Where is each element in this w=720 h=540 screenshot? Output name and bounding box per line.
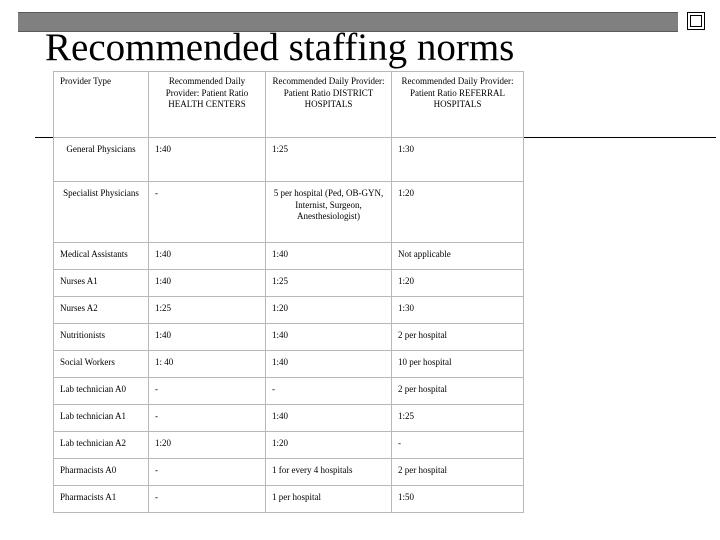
table-row	[54, 243, 524, 270]
table-row	[54, 138, 524, 182]
health-centers-ratio-cell: 1:40	[149, 243, 266, 270]
provider-type-cell: Medical Assistants	[54, 243, 149, 270]
table-header-row	[54, 72, 524, 138]
provider-type-cell: Lab technician A1	[54, 405, 149, 432]
provider-type-cell: Specialist Physicians	[54, 182, 149, 243]
referral-hospitals-ratio-cell: 1:25	[392, 405, 524, 432]
page-title: Recommended staffing norms	[45, 26, 515, 69]
referral-hospitals-ratio-cell: 1:20	[392, 270, 524, 297]
district-hospitals-ratio-cell: 1:25	[266, 138, 392, 182]
referral-hospitals-ratio-cell: 2 per hospital	[392, 378, 524, 405]
referral-hospitals-ratio-cell: 2 per hospital	[392, 324, 524, 351]
referral-hospitals-ratio-cell: 1:30	[392, 297, 524, 324]
column-header-health-centers: Recommended Daily Provider: Patient Ratio HEALTH CENTERS	[149, 72, 266, 138]
health-centers-ratio-cell: -	[149, 405, 266, 432]
health-centers-ratio-cell: 1:40	[149, 138, 266, 182]
referral-hospitals-ratio-cell: Not applicable	[392, 243, 524, 270]
table-row	[54, 378, 524, 405]
provider-type-cell: Lab technician A0	[54, 378, 149, 405]
health-centers-ratio-cell: 1:25	[149, 297, 266, 324]
column-header-referral-hospitals: Recommended Daily Provider: Patient Ratio REFERRAL HOSPITALS	[392, 72, 524, 138]
district-hospitals-ratio-cell: 1:20	[266, 432, 392, 459]
provider-type-cell: Pharmacists A0	[54, 459, 149, 486]
district-hospitals-ratio-cell: 1:40	[266, 405, 392, 432]
district-hospitals-ratio-cell: 1:40	[266, 324, 392, 351]
district-hospitals-ratio-cell: -	[266, 378, 392, 405]
health-centers-ratio-cell: -	[149, 486, 266, 513]
referral-hospitals-ratio-cell: -	[392, 432, 524, 459]
health-centers-ratio-cell: 1:20	[149, 432, 266, 459]
referral-hospitals-ratio-cell: 1:20	[392, 182, 524, 243]
referral-hospitals-ratio-cell: 1:30	[392, 138, 524, 182]
table-row	[54, 459, 524, 486]
table-row	[54, 324, 524, 351]
staffing-norms-table	[53, 71, 524, 513]
district-hospitals-ratio-cell: 1 per hospital	[266, 486, 392, 513]
referral-hospitals-ratio-cell: 1:50	[392, 486, 524, 513]
provider-type-cell: Social Workers	[54, 351, 149, 378]
provider-type-cell: Lab technician A2	[54, 432, 149, 459]
health-centers-ratio-cell: -	[149, 459, 266, 486]
column-header-provider-type: Provider Type	[54, 72, 149, 138]
district-hospitals-ratio-cell: 1:25	[266, 270, 392, 297]
district-hospitals-ratio-cell: 1:20	[266, 297, 392, 324]
provider-type-cell: Pharmacists A1	[54, 486, 149, 513]
health-centers-ratio-cell: -	[149, 378, 266, 405]
district-hospitals-ratio-cell: 5 per hospital (Ped, OB-GYN, Internist, Surgeon, Anesthesiologist)	[266, 182, 392, 243]
table-row	[54, 297, 524, 324]
provider-type-cell: General Physicians	[54, 138, 149, 182]
provider-type-cell: Nurses A2	[54, 297, 149, 324]
health-centers-ratio-cell: 1: 40	[149, 351, 266, 378]
district-hospitals-ratio-cell: 1:40	[266, 243, 392, 270]
corner-inner-square-icon	[690, 15, 702, 27]
provider-type-cell: Nutritionists	[54, 324, 149, 351]
health-centers-ratio-cell: -	[149, 182, 266, 243]
district-hospitals-ratio-cell: 1 for every 4 hospitals	[266, 459, 392, 486]
provider-type-cell: Nurses A1	[54, 270, 149, 297]
referral-hospitals-ratio-cell: 2 per hospital	[392, 459, 524, 486]
table-row	[54, 405, 524, 432]
column-header-district-hospitals: Recommended Daily Provider: Patient Ratio DISTRICT HOSPITALS	[266, 72, 392, 138]
table-row	[54, 486, 524, 513]
health-centers-ratio-cell: 1:40	[149, 324, 266, 351]
district-hospitals-ratio-cell: 1:40	[266, 351, 392, 378]
table-row	[54, 270, 524, 297]
health-centers-ratio-cell: 1:40	[149, 270, 266, 297]
table-row	[54, 432, 524, 459]
table-row	[54, 351, 524, 378]
referral-hospitals-ratio-cell: 10 per hospital	[392, 351, 524, 378]
table-row	[54, 182, 524, 243]
